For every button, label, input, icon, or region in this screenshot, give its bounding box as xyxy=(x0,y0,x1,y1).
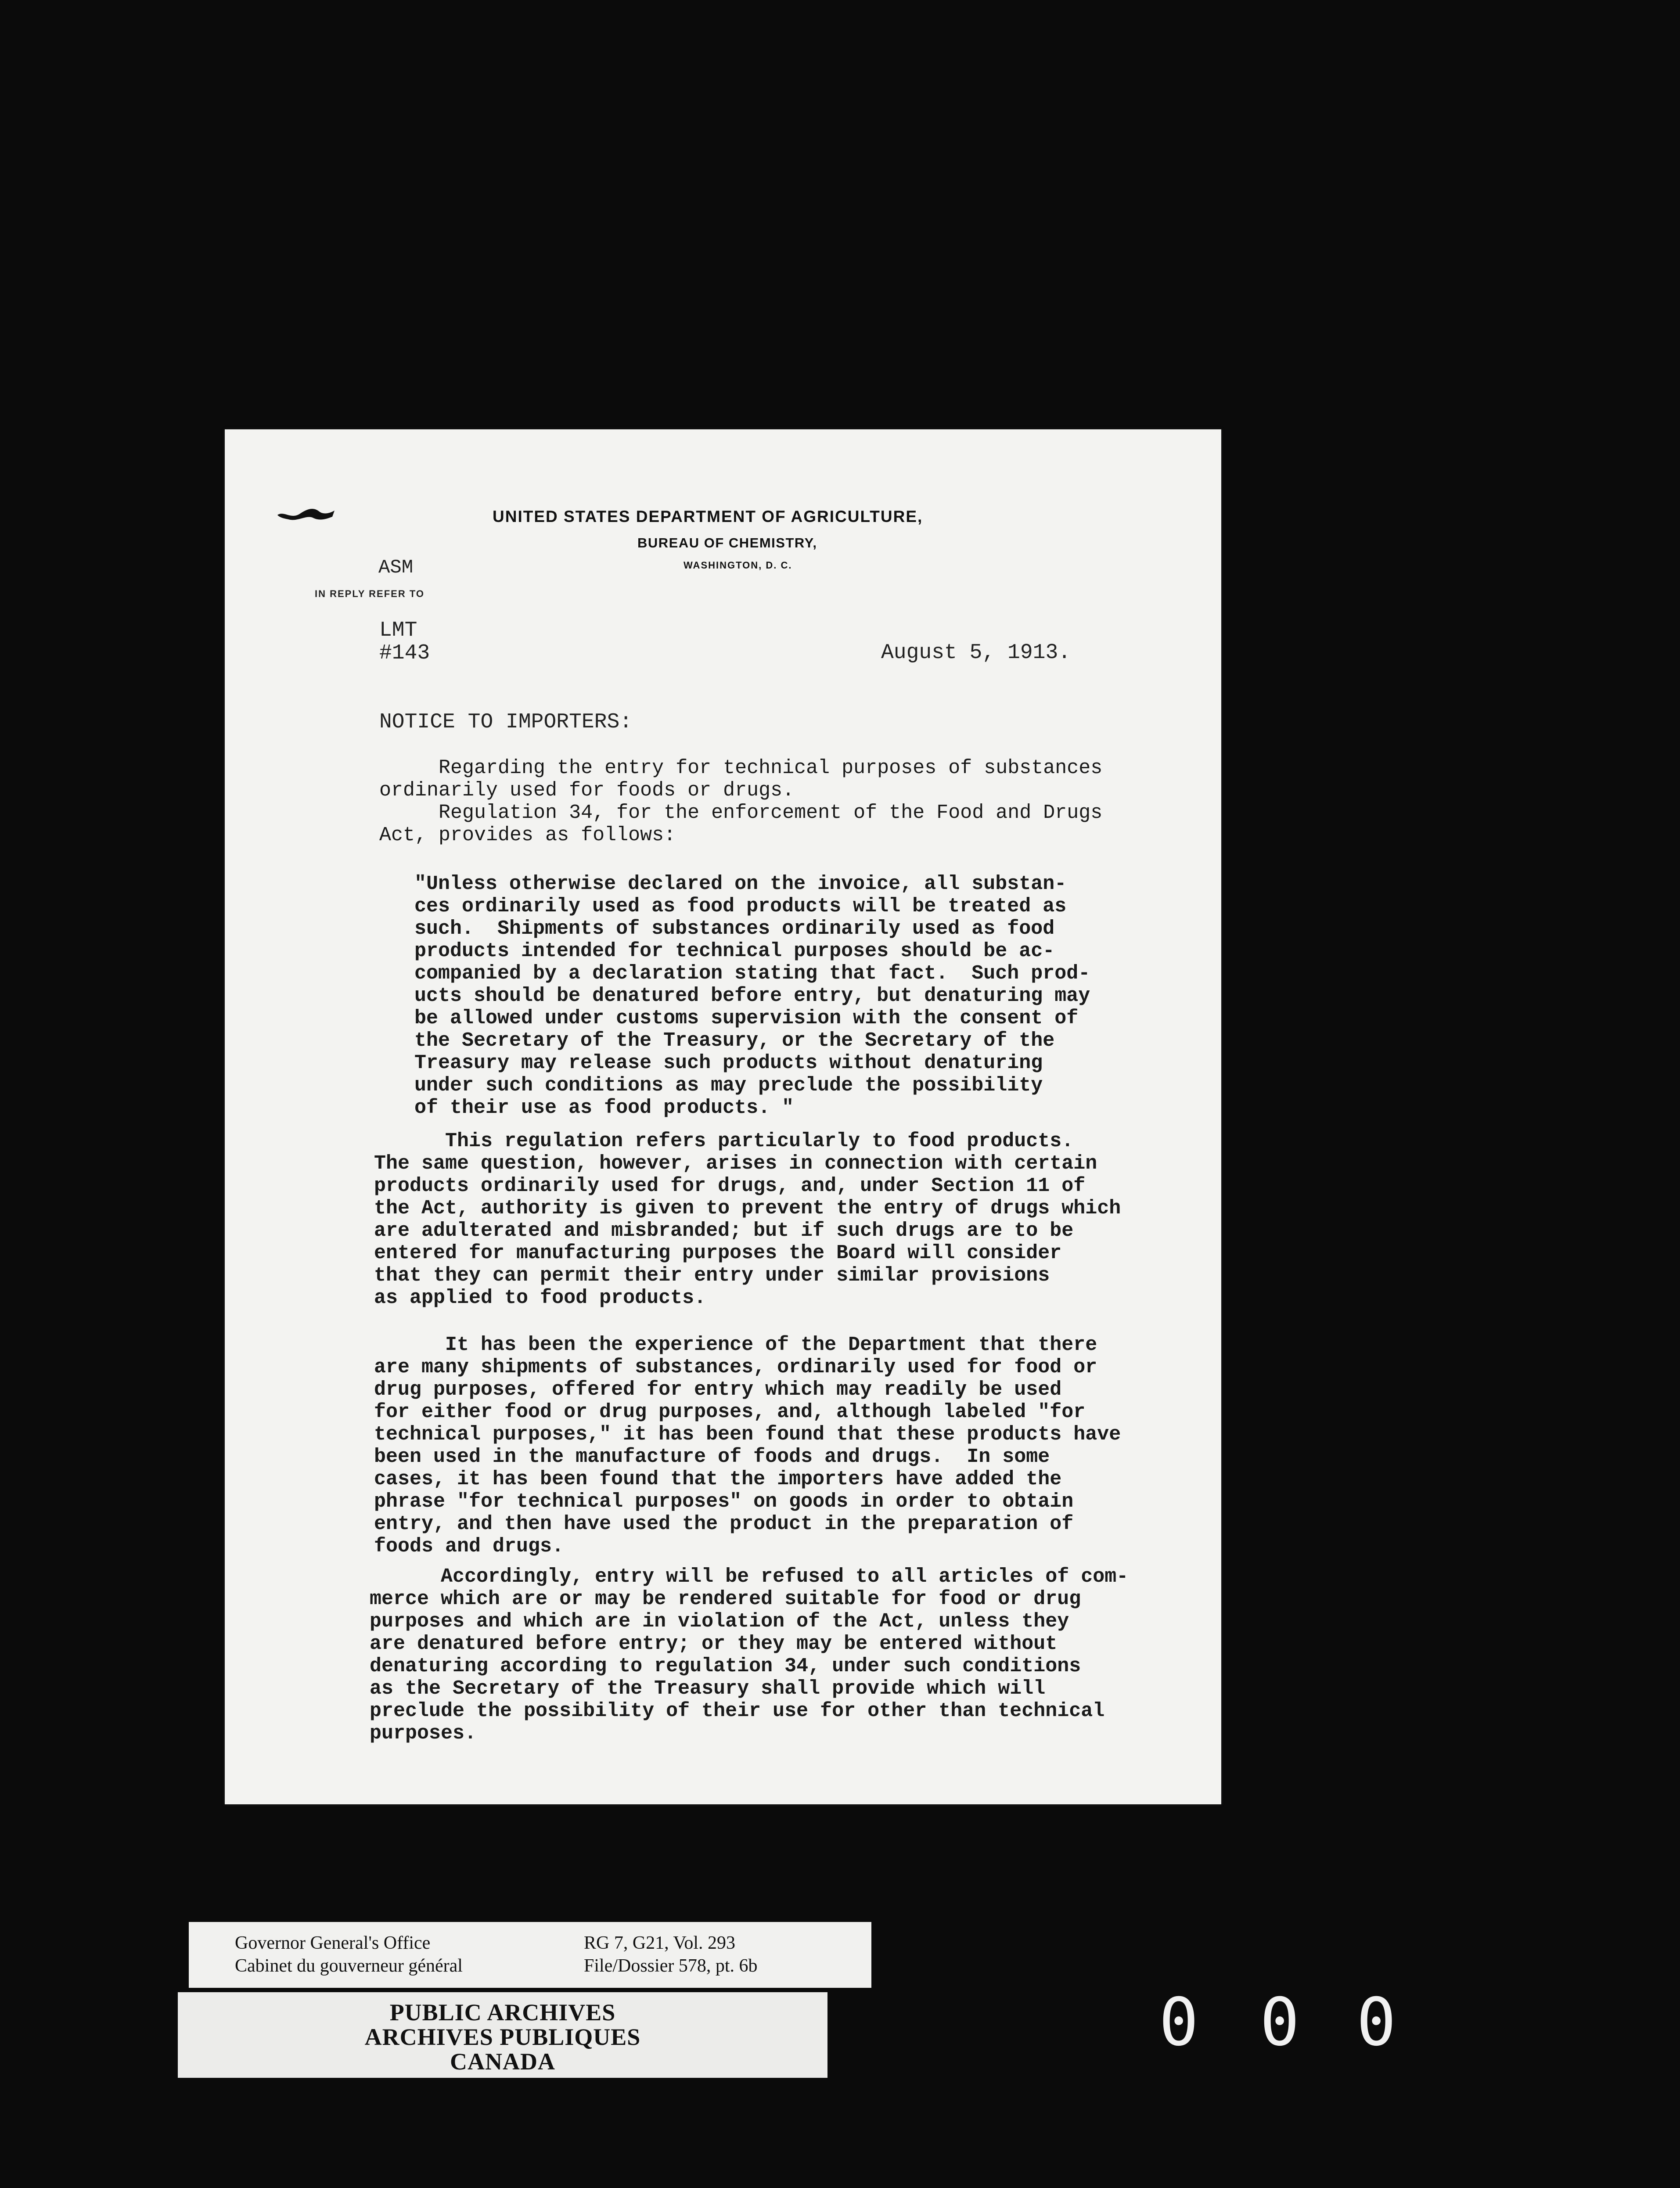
paragraph-intro: Regarding the entry for technical purposes of substances ordinarily used for foods or drugs. xyxy=(379,757,1103,802)
reply-refer-label: IN REPLY REFER TO xyxy=(315,588,424,599)
letterhead-bureau: BUREAU OF CHEMISTRY, xyxy=(637,535,817,551)
frame-digit-1: 0 xyxy=(1159,1984,1199,2061)
archive-file: File/Dossier 578, pt. 6b xyxy=(584,1956,758,1976)
frame-digit-3: 0 xyxy=(1356,1984,1396,2061)
letter-date: August 5, 1913. xyxy=(881,641,1071,665)
reference-code-line1: LMT xyxy=(379,619,417,642)
archive-file-ref xyxy=(584,1932,758,1977)
regulation-quote: "Unless otherwise declared on the invoice, all substan- ces ordinarily used as food products will be treated as such. Shipments of substances ordinarily used as food products intended for technical purposes should be ac- companied by a declaration stating that fact. Such prod- ucts should be denatured before entry, but denaturing may be allowed under customs supervision with the consent of the Secretary of the Treasury, or the Secretary of the Treasury may release such products without denaturing under such conditions as may preclude the possibility of their use as food products. " xyxy=(414,873,1090,1119)
stamp-line1: PUBLIC ARCHIVES xyxy=(389,1999,616,2026)
paragraph-experience: It has been the experience of the Department that there are many shipments of substances, ordinarily used for food or drug purposes, offered for entry which may readily be used for either food or drug purposes, and, although labeled "for technical purposes," it has been found that these products have been used in the manufacture of foods and drugs. In some cases, it has been found that the importers have added the phrase "for technical purposes" on goods in order to obtain entry, and then have used the product in the preparation of foods and drugs. xyxy=(374,1334,1121,1558)
reference-code-line2: #143 xyxy=(379,641,430,665)
archive-office-fr: Cabinet du gouverneur général xyxy=(235,1956,463,1976)
sender-initials: ASM xyxy=(378,557,414,579)
letter-page xyxy=(225,429,1221,1804)
letterhead-department: UNITED STATES DEPARTMENT OF AGRICULTURE, xyxy=(493,507,923,525)
letterhead-city: WASHINGTON, D. C. xyxy=(684,560,792,571)
archive-rg: RG 7, G21, Vol. 293 xyxy=(584,1933,736,1953)
stamp-line3: CANADA xyxy=(450,2048,555,2075)
archive-reference-label xyxy=(189,1922,871,1988)
notice-title: NOTICE TO IMPORTERS: xyxy=(379,710,633,734)
bureau-emblem-icon xyxy=(275,502,337,528)
paragraph-food-products: This regulation refers particularly to food products. The same question, however, arises in connection with certain products ordinarily used for drugs, and, under Section 11 of the Act, authority is given to prevent the entry of drugs which are adulterated and misbranded; but if such drugs are to be entered for manufacturing purposes the Board will consider that they can permit their entry under similar provisions as applied to food products. xyxy=(374,1130,1121,1309)
archive-office-en: Governor General's Office xyxy=(235,1933,431,1953)
frame-digit-2: 0 xyxy=(1260,1984,1300,2061)
paragraph-accordingly: Accordingly, entry will be refused to all articles of com- merce which are or may be rendered suitable for food or drug purposes and which are in violation of the Act, unless they are denatured before entry; or they may be entered without denaturing according to regulation 34, under such conditions as the Secretary of the Treasury shall provide which will preclude the possibility of their use for other than technical purposes. xyxy=(370,1565,1129,1745)
reference-code xyxy=(379,619,430,665)
paragraph-regulation: Regulation 34, for the enforcement of the Food and Drugs Act, provides as follows: xyxy=(379,802,1103,846)
archive-stamp xyxy=(178,1992,827,2078)
stamp-line2: ARCHIVES PUBLIQUES xyxy=(364,2024,641,2050)
archive-office xyxy=(235,1932,463,1977)
